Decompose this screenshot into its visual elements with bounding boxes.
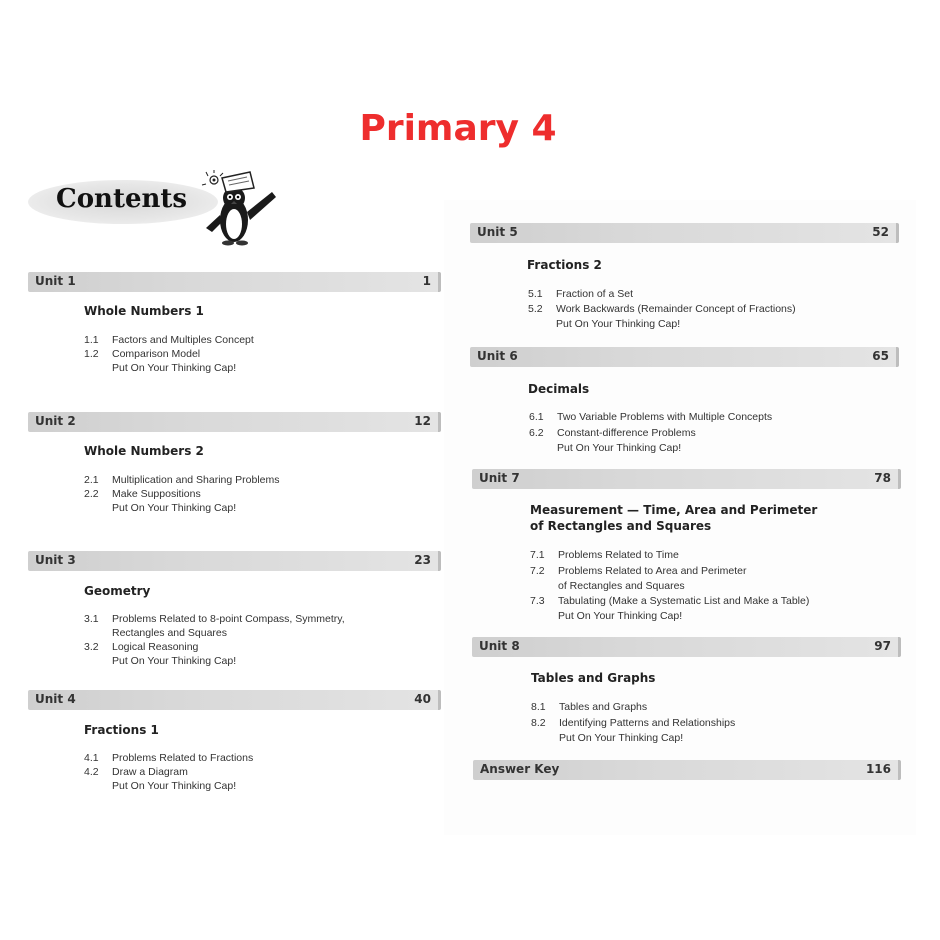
unit-bar-4[interactable]: [28, 690, 441, 710]
unit-label: Unit 2: [35, 414, 76, 428]
unit-label: Unit 6: [477, 349, 518, 363]
unit-bar-1[interactable]: [28, 272, 441, 292]
answer-key-page-number: 116: [865, 762, 891, 776]
unit-page-number: 97: [874, 639, 891, 653]
contents-heading: [28, 170, 256, 230]
unit-bar-2[interactable]: [28, 412, 441, 432]
page-title: Primary 4: [359, 108, 557, 149]
unit-label: Unit 7: [479, 471, 520, 485]
unit-label: Unit 1: [35, 274, 76, 288]
unit-page-number: 12: [414, 414, 431, 428]
unit-topic: Decimals: [528, 382, 590, 396]
unit-bar-5[interactable]: [470, 223, 899, 243]
unit-label: Unit 3: [35, 553, 76, 567]
unit-label: Unit 8: [479, 639, 520, 653]
unit-topic: Measurement — Time, Area and Perimeter: [530, 503, 818, 517]
unit-bar-8[interactable]: [472, 637, 901, 657]
unit-topic: Fractions 1: [84, 723, 159, 737]
unit-page-number: 40: [414, 692, 431, 706]
unit-topic-continued: of Rectangles and Squares: [530, 519, 712, 533]
unit-page-number: 23: [414, 553, 431, 567]
unit-label: Unit 5: [477, 225, 518, 239]
unit-page-number: 78: [874, 471, 891, 485]
unit-bar-3[interactable]: [28, 551, 441, 571]
unit-bar-7[interactable]: [472, 469, 901, 489]
penguin-mascot-icon: [200, 170, 290, 250]
unit-topic: Geometry: [84, 584, 151, 598]
unit-topic: Fractions 2: [527, 258, 602, 272]
answer-key-bar[interactable]: [473, 760, 901, 780]
unit-topic: Whole Numbers 2: [84, 444, 204, 458]
unit-topic: Whole Numbers 1: [84, 304, 204, 318]
unit-page-number: 52: [872, 225, 889, 239]
contents-title: Contents: [56, 184, 188, 214]
unit-topic: Tables and Graphs: [531, 671, 656, 685]
unit-label: Unit 4: [35, 692, 76, 706]
unit-page-number: 1: [422, 274, 431, 288]
unit-bar-6[interactable]: [470, 347, 899, 367]
answer-key-label: Answer Key: [480, 762, 560, 776]
unit-page-number: 65: [872, 349, 889, 363]
